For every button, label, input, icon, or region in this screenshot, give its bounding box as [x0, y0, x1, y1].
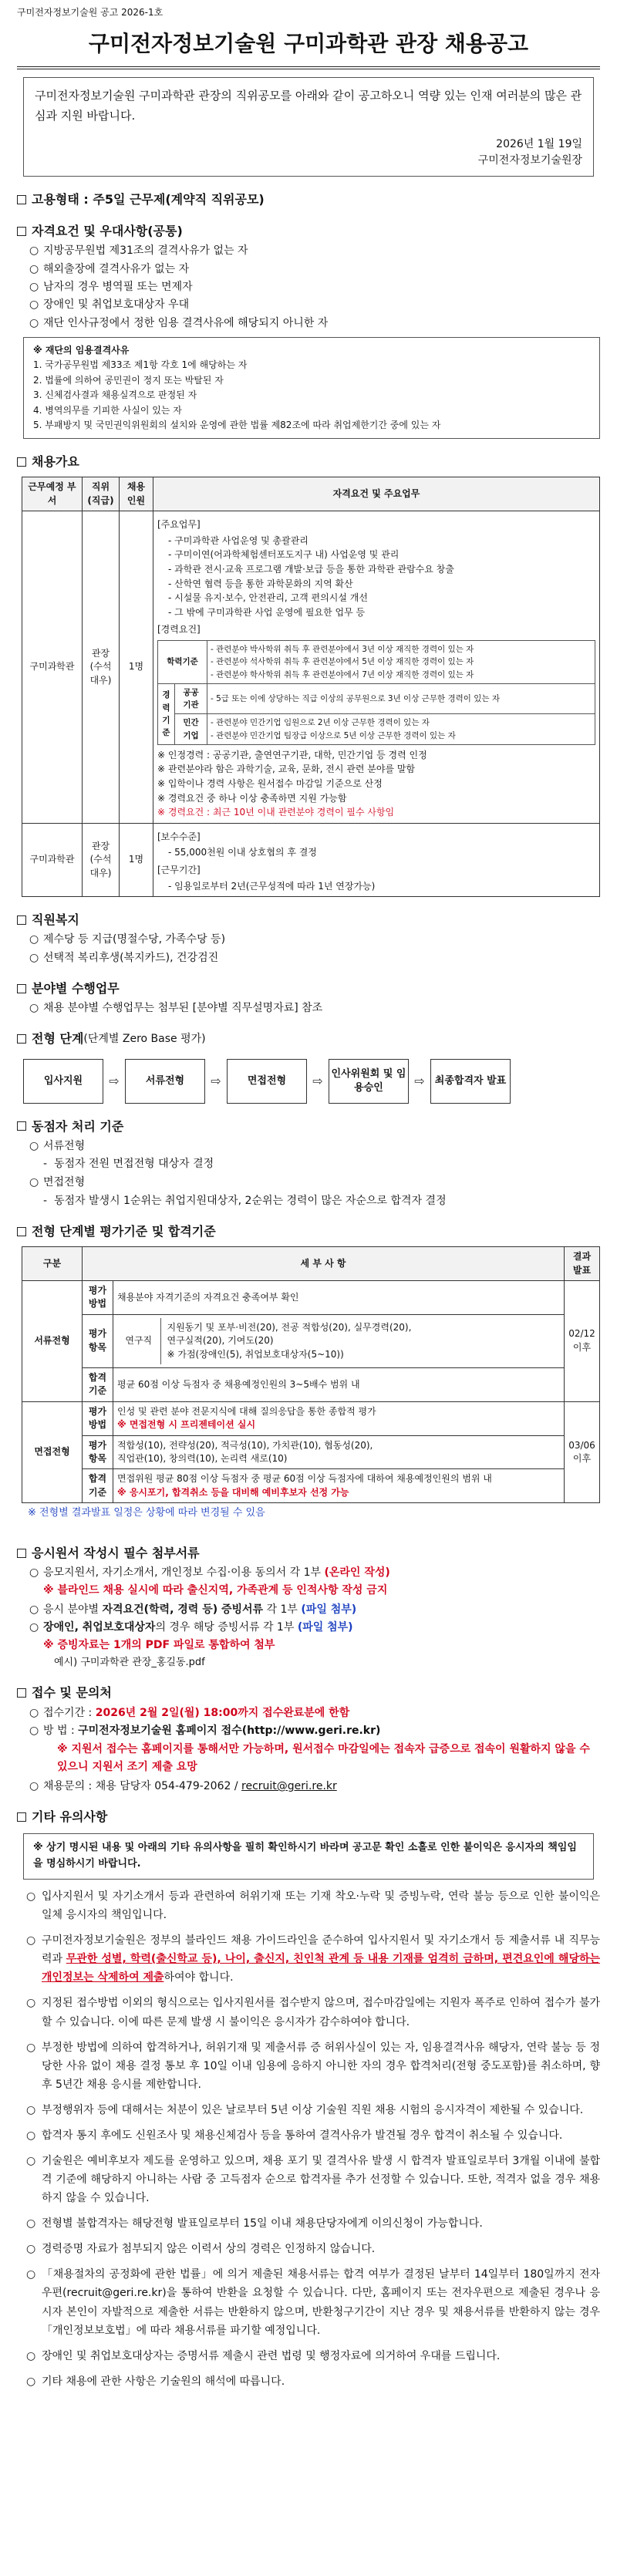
disqualification-box — [23, 337, 600, 439]
section-recruit — [17, 453, 600, 897]
list-item: 4. 병역의무를 기피한 사실이 있는 자 — [33, 404, 182, 416]
list-item: ○ 선택적 복리후생(복지카드), 건강검진 — [29, 950, 600, 966]
process-step: 입사지원 — [23, 1059, 103, 1104]
section-tie-break — [17, 1118, 600, 1209]
column-header: 직위 (직급) — [83, 477, 120, 511]
items-line: 연구실적(20), 기여도(20) — [167, 1335, 274, 1347]
table-row — [22, 1469, 600, 1503]
process-heading: 전형 단계 — [32, 1031, 84, 1047]
career-label: 경력기준 — [158, 683, 175, 744]
list-item: 5. 부패방지 및 국민권익위원회의 설치와 운영에 관한 법률 제82조에 따라 취업제한기간 중에 있는 자 — [33, 419, 441, 430]
list-item: ○ 해외출장에 결격사유가 없는 자 — [29, 261, 600, 277]
pass-note: ※ 응시포기, 합격취소 등을 대비해 예비후보자 선정 가능 — [117, 1486, 349, 1498]
pay-cell — [153, 823, 600, 896]
list-item: ○ 장애인 및 취업보호대상자는 증명서류 제출시 관련 법령 및 행정자료에 의거하여 우대를 드립니다. — [26, 2347, 600, 2365]
duty-note: ※ 입학이나 경력 사항은 원서접수 마감일 기준으로 산정 — [157, 778, 383, 790]
list-item: ○ 제수당 등 지급(명절수당, 가족수당 등) — [29, 932, 600, 947]
duty-item: - 시설물 유지·보수, 안전관리, 고객 편의시설 개선 — [168, 592, 368, 604]
dept-cell: 구미과학관 — [22, 511, 83, 824]
column-header: 세 부 사 항 — [83, 1247, 565, 1281]
apply-list — [17, 1779, 600, 1794]
list-item: - 관련분야 석사학위 취득 후 관련분야에서 5년 이상 재직한 경력이 있는 자 — [211, 657, 474, 667]
section-documents — [17, 1544, 600, 1671]
process-step: 면접전형 — [227, 1059, 307, 1104]
docs-example: 예시) 구미과학관 관장_홍길동.pdf — [54, 1656, 205, 1668]
docs-heading: 응시원서 작성시 필수 첨부서류 — [32, 1545, 200, 1560]
doc-item-text: 각 1부 — [263, 1603, 298, 1616]
list-item: - 동점자 전원 면접전형 대상자 결정 — [43, 1156, 600, 1172]
doc-item-strong: 자격요건(학력, 경력 등) 증빙서류 — [102, 1603, 264, 1616]
pass-cell — [113, 1469, 565, 1503]
assigned-heading: 분야별 수행업무 — [32, 980, 120, 996]
employment-type-heading: 고용형태 : 주5일 근무제(계약직 직위공모) — [32, 192, 265, 207]
edu-label: 학력기준 — [158, 641, 207, 684]
column-header: 근무예정 부서 — [22, 477, 83, 511]
table-row — [22, 511, 600, 824]
list-item: 3. 신체검사결과 채용실격으로 판정된 자 — [33, 389, 197, 401]
list-item — [26, 1931, 600, 1987]
duty-heading: [주요업무] — [157, 519, 201, 531]
row-label: 평가 방법 — [83, 1401, 113, 1435]
section-heading — [17, 1030, 600, 1047]
apply-list — [17, 1705, 600, 1739]
docs-list — [17, 1602, 600, 1636]
row-label: 합격 기준 — [83, 1469, 113, 1503]
result-cell: 03/06 이후 — [565, 1401, 600, 1502]
square-bullet-icon — [17, 1034, 26, 1044]
list-item: ○ 남자의 경우 병역필 또는 면제자 — [29, 279, 600, 295]
section-heading — [17, 1808, 600, 1826]
tie-heading: 동점자 처리 기준 — [32, 1118, 124, 1134]
table-row — [22, 823, 600, 896]
caution-box: ※ 상기 명시된 내용 및 아래의 기타 유의사항을 필히 확인하시기 바라며 공고문 확인 소홀로 인한 불이익은 응시자의 책임임을 명심하시기 바랍니다. — [23, 1833, 594, 1880]
list-item: ○ 면접전형 — [29, 1175, 600, 1190]
arrow-right-icon: ⇨ — [211, 1074, 221, 1089]
list-item — [29, 1620, 600, 1635]
list-item: ○ 전형별 불합격자는 해당전형 발표일로부터 15일 이내 채용단당자에게 이의신청이 가능합니다. — [26, 2214, 600, 2233]
pay-heading: [보수수준] — [157, 831, 201, 842]
duty-cell — [153, 511, 600, 824]
contact-email-link[interactable]: recruit@geri.re.kr — [241, 1780, 337, 1792]
list-item: ○ 「채용절차의 공정화에 관한 법률」에 의거 제출된 채용서류는 합격 여부가 결정된 날부터 14일부터 180일까지 전자우편(recruit@geri.re.kr)을 통하여 반환을 요청할 수 있습니다. 다만, 홈페이지 또는 전자우편으로 제출된 경우나 응시자 본인이 자발적으로 제출한 서류는 반환하지 않으며, 반환청구기간이 지난 경우 및 채용서류를 반환하지 않는 경우 「개인정보보호법」에 따라 채용서류를 파기할 예정입니다. — [26, 2265, 600, 2339]
square-bullet-icon — [17, 195, 26, 204]
duty-item: - 구미과학관 사업운영 및 총괄관리 — [168, 534, 308, 546]
list-item: 1. 국가공무원법 제33조 제1항 각호 1에 해당하는 자 — [33, 359, 248, 371]
section-apply — [17, 1684, 600, 1794]
public-label: 공공 기관 — [175, 683, 207, 714]
doc-item-text: 의 경우 해당 증빙서류 각 1부 — [155, 1621, 295, 1634]
square-bullet-icon — [17, 1812, 26, 1822]
apply-label: 접수기간 : — [43, 1706, 93, 1719]
list-item: - 관련분야 민간기업 팀장급 이상으로 5년 이상 근무한 경력이 있는 자 — [211, 730, 456, 740]
square-bullet-icon — [17, 227, 26, 236]
list-item — [29, 1565, 600, 1580]
private-label: 민간 기업 — [175, 714, 207, 745]
table-row — [22, 1314, 600, 1367]
misc-highlight: 무관한 성별, 학력(출신학교 등), 나이, 출신지, 친인척 관계 등 내용 기재를 엄격히 금하며, 편견요인에 해당하는 개인정보는 삭제하여 제출 — [42, 1953, 601, 1984]
process-step: 인사위원회 및 임용승인 — [329, 1059, 409, 1104]
misc-heading: 기타 유의사항 — [32, 1809, 108, 1825]
column-header: 자격요건 및 주요업무 — [153, 477, 600, 511]
count-cell: 1명 — [120, 823, 153, 896]
docs-note: ※ 증빙자료는 1개의 PDF 파일로 통합하여 첨부 — [43, 1639, 275, 1652]
duty-item: - 그 밖에 구미과학관 사업 운영에 필요한 업무 등 — [168, 606, 366, 618]
apply-contact: 채용문의 : 채용 담당자 054-479-2062 / — [43, 1780, 242, 1792]
list-item: - 관련분야 민간기업 임원으로 2년 이상 근무한 경력이 있는 자 — [211, 718, 430, 728]
list-item: ○ 재단 인사규정에서 정한 임용 결격사유에 해당되지 아니한 자 — [29, 315, 600, 331]
career-heading: [경력요건] — [157, 624, 201, 636]
section-employment-type — [17, 191, 600, 208]
table-row — [22, 1367, 600, 1401]
welfare-list — [17, 932, 600, 966]
table-row — [22, 1401, 600, 1435]
doc-item-tag: (파일 첨부) — [297, 1621, 353, 1634]
tie-list — [17, 1175, 600, 1190]
table-row — [117, 1318, 560, 1364]
items-cell — [113, 1435, 565, 1469]
stage-cell: 면접전형 — [22, 1401, 83, 1502]
duty-note: ※ 경력요건 중 하나 이상 충족하면 지원 가능함 — [157, 792, 347, 804]
duty-item: - 구미이연(어과학체험센터포도지구 내) 사업운영 및 관리 — [168, 549, 400, 561]
list-item: ○ 서류전형 — [29, 1138, 600, 1154]
list-item — [29, 1602, 600, 1617]
row-label: 합격 기준 — [83, 1367, 113, 1401]
qualification-list — [17, 243, 600, 330]
list-item: ○ 채용 분야별 수행업무는 첨부된 [분야별 직무설명자료] 참조 — [29, 1000, 600, 1016]
misc-text: 하여야 합니다. — [164, 1971, 234, 1984]
process-flow — [23, 1059, 600, 1104]
list-item — [29, 1723, 600, 1738]
process-step: 서류전형 — [125, 1059, 205, 1104]
stage-cell: 서류전형 — [22, 1281, 83, 1402]
qualification-heading: 자격요건 및 우대사항(공통) — [32, 224, 183, 239]
table-row — [158, 641, 595, 684]
section-heading — [17, 1118, 600, 1135]
section-misc — [17, 1808, 600, 2391]
eval-heading: 전형 단계별 평가기준 및 합격기준 — [32, 1224, 216, 1239]
private-cell — [207, 714, 595, 745]
section-heading — [17, 911, 600, 929]
duty-note-red: ※ 경력요건 : 최근 10년 이내 관련분야 경력이 필수 사항임 — [157, 807, 395, 818]
position-cell: 관장 (수석 대우) — [83, 823, 120, 896]
apply-method-link[interactable]: 구미전자정보기술원 홈페이지 접수(http://www.geri.re.kr) — [78, 1724, 381, 1737]
table-header-row — [22, 477, 600, 511]
square-bullet-icon — [17, 457, 26, 467]
section-heading — [17, 1684, 600, 1701]
list-item: ○ 장애인 및 취업보호대상자 우대 — [29, 297, 600, 312]
section-heading — [17, 453, 600, 470]
column-header: 채용 인원 — [120, 477, 153, 511]
row-label: 평가 방법 — [83, 1281, 113, 1315]
misc-list — [17, 1887, 600, 2391]
section-evaluation — [17, 1222, 600, 1521]
docs-note: ※ 블라인드 채용 실시에 따라 출신지역, 가족관계 등 인적사항 작성 금지 — [43, 1584, 388, 1597]
intro-date: 2026년 1월 19일 — [496, 138, 582, 151]
list-item: ○ 경력증명 자료가 첨부되지 않은 이력서 상의 경력은 인정하지 않습니다. — [26, 2240, 600, 2258]
section-welfare — [17, 911, 600, 966]
items-sub-label: 연구직 — [117, 1318, 160, 1364]
section-process — [17, 1030, 600, 1103]
square-bullet-icon — [17, 915, 26, 925]
row-label: 평가 항목 — [83, 1314, 113, 1367]
items-line: 적합성(10), 전략성(20), 적극성(10), 가치관(10), 협동성(20), — [117, 1439, 373, 1451]
list-item: ○ 입사지원서 및 자기소개서 등과 관련하여 허위기재 또는 기재 착오·누락 및 증빙누락, 연락 불능 등으로 인한 불이익은 일체 응시자의 책임입니다. — [26, 1887, 600, 1924]
career-table — [157, 640, 595, 745]
section-heading — [17, 979, 600, 997]
apply-label: 방 법 : — [43, 1724, 75, 1737]
recruit-heading: 채용가요 — [32, 454, 79, 470]
doc-item-text: 응모지원서, 자기소개서, 개인정보 수집·이용 동의서 각 1부 — [43, 1566, 322, 1580]
page-title: 구미전자정보기술원 구미과학관 관장 채용공고 — [17, 24, 600, 69]
list-item: ○ 부정행위자 등에 대해서는 처분이 있은 날로부터 5년 이상 기술원 직원 채용 시험의 응시자격이 제한될 수 있습니다. — [26, 2101, 600, 2119]
period-heading: [근무기간] — [157, 865, 201, 876]
announcement-number: 구미전자정보기술원 공고 2026-1호 — [17, 7, 164, 18]
edu-cell — [207, 641, 595, 684]
duty-note: ※ 관련분야라 함은 과학기술, 교육, 문화, 전시 관련 분야를 말함 — [157, 764, 416, 775]
disqualification-title: ※ 재단의 임용결격사유 — [33, 344, 130, 356]
pay-item: - 55,000천원 이내 상호협의 후 결정 — [168, 847, 317, 858]
square-bullet-icon — [17, 1549, 26, 1558]
list-item: ○ 합격자 통지 후에도 신원조사 및 채용신체검사 등을 통하여 결격사유가 발견될 경우 합격이 취소될 수 있습니다. — [26, 2126, 600, 2145]
list-item: ○ 기술원은 예비후보자 제도를 운영하고 있으며, 채용 포기 및 결격사유 발생 시 합격자 발표일로부터 3개월 이내에 불합격 기준에 해당하지 아니하는 사람 중 고득점자 순으로 합격자를 추가 선정할 수 있습니다. 또한, 적격자 없을 경우 채용하지 않을 수 있습니다. — [26, 2152, 600, 2207]
list-item: ○ 지정된 접수방법 이외의 형식으로는 입사지원서를 접수받지 않으며, 접수마감일에는 지원자 폭주로 인하여 접수가 불가할 수 있습니다. 이에 따른 문제 발생 시 불이익은 응시자가 감수하여야 합니다. — [26, 1994, 600, 2031]
method-line: 인성 및 관련 분야 전문지식에 대해 질의응답을 통한 종합적 평가 — [117, 1405, 376, 1417]
tie-list — [17, 1138, 600, 1154]
intro-text: 구미전자정보기술원 구미과학관 관장의 직위공모를 아래와 같이 공고하오니 역량 있는 인재 여러분의 많은 관심과 지원 바랍니다. — [35, 88, 582, 123]
arrow-right-icon: ⇨ — [312, 1074, 323, 1089]
list-item: 2. 법률에 의하여 공민권이 정지 또는 박탈된 자 — [33, 374, 224, 386]
arrow-right-icon: ⇨ — [109, 1074, 120, 1089]
list-item: ○ 기타 채용에 관한 사항은 기술원의 해석에 따릅니다. — [26, 2372, 600, 2391]
process-heading-sub: (단계별 Zero Base 평가) — [83, 1032, 206, 1045]
dept-cell: 구미과학관 — [22, 823, 83, 896]
items-line: 지원동기 및 포부·비전(20), 전공 적합성(20), 실무경력(20), — [167, 1321, 412, 1333]
duty-item: - 산학연 협력 등을 통한 과학문화의 지역 확산 — [168, 578, 353, 589]
table-header-row — [22, 1247, 600, 1281]
position-cell: 관장 (수석 대우) — [83, 511, 120, 824]
square-bullet-icon — [17, 1227, 26, 1236]
apply-note: ※ 지원서 접수는 홈페이지를 통해서만 가능하며, 원서접수 마감일에는 접속자 급증으로 접속이 원활하지 않을 수 있으니 지원서 조기 제출 요망 — [57, 1743, 590, 1773]
method-cell: 채용분야 자격기준의 자격요건 충족여부 확인 — [113, 1281, 565, 1315]
public-cell: - 5급 또는 이에 상당하는 직급 이상의 공무원으로 3년 이상 근무한 경력이 있는 자 — [207, 683, 595, 714]
intro-org: 구미전자정보기술원장 — [477, 153, 582, 167]
row-label: 평가 항목 — [83, 1435, 113, 1469]
duty-item: - 과학관 전시·교육 프로그램 개발·보급 등을 통한 과학관 관람수요 창출 — [168, 564, 454, 575]
assigned-list — [17, 1000, 600, 1016]
recruit-table — [22, 477, 600, 897]
items-note: ※ 가점(장애인(5), 취업보호대상자(5~10)) — [167, 1348, 344, 1360]
section-assigned — [17, 979, 600, 1016]
items-cell — [113, 1314, 565, 1367]
doc-item-tag: (온라인 작성) — [324, 1566, 390, 1580]
count-cell: 1명 — [120, 511, 153, 824]
list-item: ○ 부정한 방법에 의하여 합격하거나, 허위기재 및 제출서류 증 허위사실이 있는 자, 임용결격사유 해당자, 연락 불능 등 정당한 사유 없이 채용 결정 통보 후 10일 이내 임용에 응하지 아니한 자의 경우 합격처리(전형 중도포함)를 취소하며, 향후 5년간 채용 응시를 제한합니다. — [26, 2038, 600, 2094]
list-item: ○ 지방공무원법 제31조의 결격사유가 없는 자 — [29, 243, 600, 258]
table-row — [22, 1435, 600, 1469]
duty-note: ※ 인정경력 : 공공기관, 출연연구기관, 대학, 민간기업 등 경력 인정 — [157, 749, 427, 760]
section-heading — [17, 1544, 600, 1562]
tie-detail-list — [17, 1193, 600, 1209]
doc-item-tag: (파일 첨부) — [301, 1603, 357, 1616]
list-item: - 동점자 발생시 1순위는 취업지원대상자, 2순위는 경력이 많은 자순으로 합격자 결정 — [43, 1193, 600, 1209]
period-item: - 임용일로부터 2년(근무성적에 따라 1년 연장가능) — [168, 880, 376, 892]
square-bullet-icon — [17, 1688, 26, 1698]
arrow-right-icon: ⇨ — [414, 1074, 425, 1089]
column-header: 구분 — [22, 1247, 83, 1281]
docs-list — [17, 1565, 600, 1580]
list-item — [29, 1705, 600, 1721]
process-step: 최종합격자 발표 — [430, 1059, 511, 1104]
welfare-heading: 직원복지 — [32, 912, 79, 928]
section-heading — [17, 222, 600, 240]
misc-text: 구미전자정보기술원은 정부의 블라인드 채용 가이드라인을 준수하여 입사지원서 및 자기소개서 등 제출서류 내 직무능력과 — [42, 1934, 600, 1966]
result-cell: 02/12 이후 — [565, 1281, 600, 1402]
section-qualification — [17, 222, 600, 439]
pass-cell: 평균 60점 이상 득점자 중 채용예정인원의 3~5배수 범위 내 — [113, 1367, 565, 1401]
table-row — [158, 714, 595, 745]
section-heading — [17, 191, 600, 208]
doc-item-strong: 장애인, 취업보호대상자 — [43, 1621, 156, 1634]
list-item — [29, 1779, 600, 1794]
method-cell — [113, 1401, 565, 1435]
table-row — [158, 683, 595, 714]
list-item: - 관련분야 박사학위 취득 후 관련분야에서 3년 이상 재직한 경력이 있는 자 — [211, 645, 474, 654]
evaluation-table — [22, 1246, 600, 1503]
items-line: 직업관(10), 창의력(10), 논리력 새로(10) — [117, 1452, 288, 1464]
eval-note: ※ 전형별 결과발표 일정은 상황에 따라 변경될 수 있음 — [28, 1507, 265, 1519]
method-note: ※ 면접전형 시 프리젠테이션 실시 — [117, 1419, 256, 1431]
tie-detail-list — [17, 1156, 600, 1172]
intro-box — [23, 77, 594, 177]
table-row — [22, 1281, 600, 1315]
section-heading — [17, 1222, 600, 1240]
items-detail — [160, 1318, 560, 1364]
items-inner — [117, 1318, 560, 1364]
list-item: - 관련분야 학사학위 취득 후 관련분야에서 7년 이상 재직한 경력이 있는 자 — [211, 669, 474, 679]
pass-line: 면접위원 평균 80점 이상 득점자 중 평균 60점 이상 득점자에 대하여 채용예정인원의 범위 내 — [117, 1473, 492, 1485]
apply-period: 2026년 2월 2일(월) 18:00까지 접수완료분에 한함 — [95, 1706, 350, 1719]
square-bullet-icon — [17, 1121, 26, 1131]
doc-item-text: 응시 분야별 — [43, 1603, 99, 1616]
square-bullet-icon — [17, 984, 26, 993]
apply-heading: 접수 및 문의처 — [32, 1685, 112, 1701]
column-header: 결과 발표 — [565, 1247, 600, 1281]
